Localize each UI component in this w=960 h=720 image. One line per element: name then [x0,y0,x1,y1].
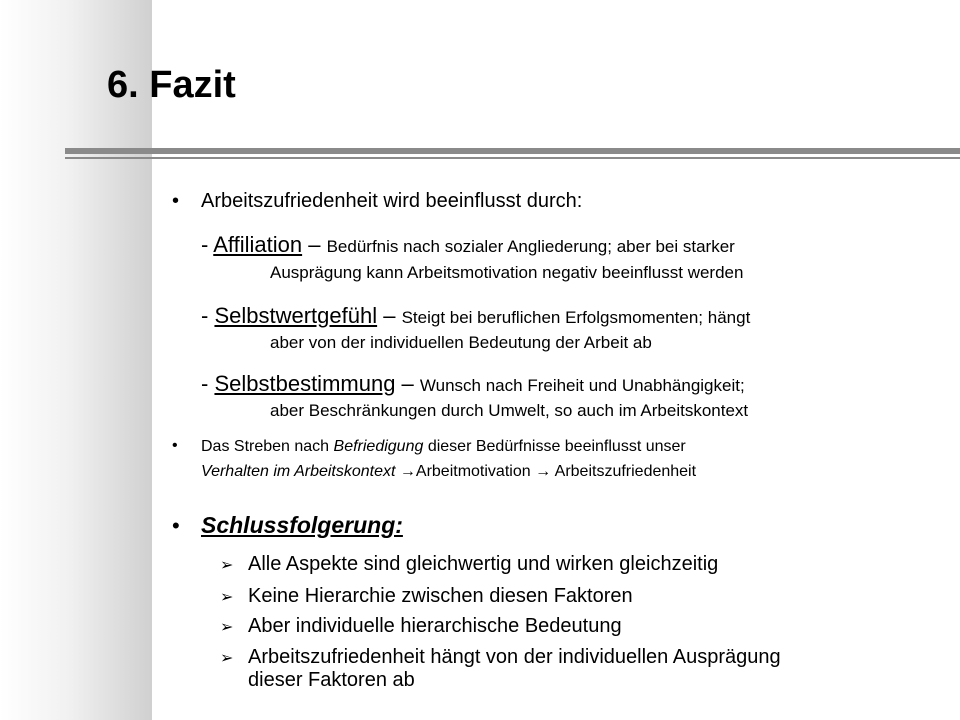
item-term-selbstbestimmung: Selbstbestimmung [214,371,396,396]
bullet-dot: • [172,190,180,212]
item-affiliation [201,232,735,258]
bullet2-line2 [201,463,696,481]
item-sep: – [395,371,420,396]
item-dash: - [201,303,215,328]
item-dash: - [201,371,215,396]
item-desc: Wunsch nach Freiheit und Unabhängigkeit; [419,376,745,395]
title-rule-thin [65,157,960,159]
item-desc: Steigt bei beruflichen Erfolgsmomenten; hängt [401,308,751,327]
conclusion-item-1: Alle Aspekte sind gleichwertig und wirken gleichzeitig [248,553,719,575]
conclusion-item-2: Keine Hierarchie zwischen diesen Faktoren [248,585,633,607]
item-term-affiliation: Affiliation [213,232,303,257]
bullet2-emphasis1: Befriedigung [333,438,424,455]
conclusion-item-4-cont: dieser Faktoren ab [248,669,415,691]
arrow-bullet-icon: ➢ [220,619,234,636]
conclusion-heading: Schlussfolgerung: [201,512,403,538]
bullet-dot: • [172,513,180,538]
bullet2-line1 [201,438,686,456]
bullet2-part2: dieser Bedürfnisse beeinflusst unser [423,438,686,455]
item-selbstbestimmung [201,371,745,397]
arrow-right-icon: → [535,463,552,480]
arrow-bullet-icon: ➢ [220,557,234,574]
item-selbstwertgefuehl [201,303,750,329]
item-dash: - [201,232,214,257]
bullet-dot: • [172,437,178,454]
bullet2-part4: Arbeitszufriedenheit [551,463,697,480]
arrow-bullet-icon: ➢ [220,589,234,606]
bullet2-part3: Arbeitmotivation [415,463,536,480]
title-rule-thick [65,148,960,154]
bullet1-text: Arbeitszufriedenheit wird beeinflusst durch: [201,190,583,212]
item-sep: – [302,232,327,257]
conclusion-item-4: Arbeitszufriedenheit hängt von der individuellen Ausprägung [248,646,781,668]
bullet2-emphasis2: Verhalten im Arbeitskontext [201,463,400,480]
item-selbstbestimmung-cont: aber Beschränkungen durch Umwelt, so auch im Arbeitskontext [270,401,749,420]
arrow-right-icon: → [399,463,416,480]
item-term-selbstwertgefuehl: Selbstwertgefühl [214,303,378,328]
item-affiliation-cont: Ausprägung kann Arbeitsmotivation negativ beeinflusst werden [270,263,744,282]
arrow-bullet-icon: ➢ [220,650,234,667]
bullet2-part1: Das Streben nach [201,438,334,455]
slide-title: 6. Fazit [107,64,236,106]
left-gradient-band [0,0,152,720]
conclusion-item-3: Aber individuelle hierarchische Bedeutung [248,615,622,637]
item-selbstwertgefuehl-cont: aber von der individuellen Bedeutung der Arbeit ab [270,333,652,352]
item-desc: Bedürfnis nach sozialer Angliederung; aber bei starker [326,237,735,256]
item-sep: – [377,303,402,328]
